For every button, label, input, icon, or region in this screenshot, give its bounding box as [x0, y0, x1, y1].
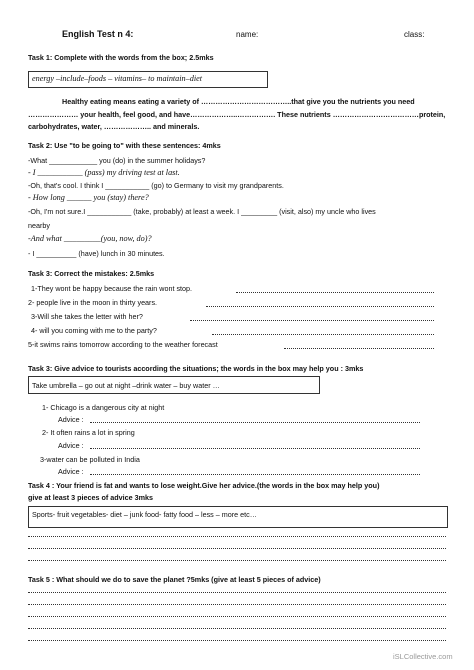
answer-line[interactable]	[28, 616, 446, 617]
task2-heading: Task 2: Use "to be going to" with these sentences: 4mks	[28, 141, 221, 150]
answer-line[interactable]	[28, 640, 446, 641]
answer-line[interactable]	[28, 536, 446, 537]
advice-label: Advice :	[58, 415, 84, 424]
task3-line: 3-Will she takes the letter with her?	[31, 312, 143, 321]
answer-line[interactable]	[28, 548, 446, 549]
task3b-word-box	[28, 376, 320, 394]
task1-heading: Task 1: Complete with the words from the box; 2.5mks	[28, 53, 214, 62]
task4-word-box	[28, 506, 448, 528]
task2-line: -Oh, that's cool. I think I ___________ (go) to Germany to visit my grandparents.	[28, 181, 284, 190]
task4-heading-cont: give at least 3 pieces of advice 3mks	[28, 493, 154, 502]
task1-line2: ………………… your health, feel good, and have………………..……………. These nutrients ………………………………protein,	[28, 110, 446, 119]
task3b-heading: Task 3: Give advice to tourists according the situations; the words in the box may help you : 3mks	[28, 364, 364, 373]
task3-line: 2- people live in the moon in thirty years.	[28, 298, 158, 307]
task2-line: -What ____________ you (do) in the summer holidays?	[28, 156, 206, 165]
task2-line: - How long ______ you (stay) there?	[28, 193, 149, 202]
task5-heading: Task 5 : What should we do to save the planet ?5mks (give at least 5 pieces of advice)	[28, 575, 321, 584]
name-label: name:	[236, 30, 259, 39]
advice-answer-line[interactable]	[90, 474, 420, 475]
task3-line: 4- will you coming with me to the party?	[31, 326, 157, 335]
answer-line[interactable]	[28, 560, 446, 561]
answer-line[interactable]	[28, 604, 446, 605]
advice-answer-line[interactable]	[90, 448, 420, 449]
task4-box-words: Sports- fruit vegetables- diet – junk food- fatty food – less – more etc…	[32, 510, 257, 519]
answer-line[interactable]	[28, 628, 446, 629]
situation-item: 1- Chicago is a dangerous city at night	[42, 403, 165, 412]
task3-line: 5-it swims rains tomorrow according to the weather forecast	[28, 340, 218, 349]
answer-line[interactable]	[190, 320, 434, 321]
task1-line1: Healthy eating means eating a variety of ………………………………..that give you the nutrients you need	[62, 97, 415, 106]
task1-line3: carbohydrates, water, ……………….. and minerals.	[28, 122, 200, 131]
test-title: English Test n 4:	[62, 29, 134, 39]
advice-answer-line[interactable]	[90, 422, 420, 423]
answer-line[interactable]	[212, 334, 434, 335]
answer-line[interactable]	[236, 292, 434, 293]
answer-line[interactable]	[28, 592, 446, 593]
task2-line: -Oh, I'm not sure.I ___________ (take, probably) at least a week. I _________ (visit, also) my uncle who lives	[28, 207, 376, 216]
task3-heading: Task 3: Correct the mistakes: 2.5mks	[28, 269, 155, 278]
task3-line: 1-They wont be happy because the rain wont stop.	[31, 284, 193, 293]
advice-label: Advice :	[58, 467, 84, 476]
task1-word-box	[28, 71, 268, 88]
answer-line[interactable]	[206, 306, 434, 307]
situation-item: 3-water can be polluted in India	[40, 455, 140, 464]
task2-line: - I ___________ (pass) my driving test at last.	[28, 168, 180, 177]
advice-label: Advice :	[58, 441, 84, 450]
task3b-box-words: Take umbrella – go out at night –drink water – buy water …	[32, 381, 220, 390]
task1-box-words: energy –include–foods – vitamins– to maintain–diet	[32, 74, 203, 83]
watermark: iSLCollective.com	[393, 652, 453, 661]
task2-line: - I __________ (have) lunch in 30 minutes.	[28, 249, 165, 258]
answer-line[interactable]	[284, 348, 434, 349]
task2-line: -And what _________(you, now, do)?	[28, 234, 152, 243]
class-label: class:	[404, 30, 425, 39]
situation-item: 2- It often rains a lot in spring	[42, 428, 135, 437]
task4-heading: Task 4 : Your friend is fat and wants to lose weight.Give her advice.(the words in the box may help you)	[28, 481, 380, 490]
task2-line: nearby	[28, 221, 50, 230]
